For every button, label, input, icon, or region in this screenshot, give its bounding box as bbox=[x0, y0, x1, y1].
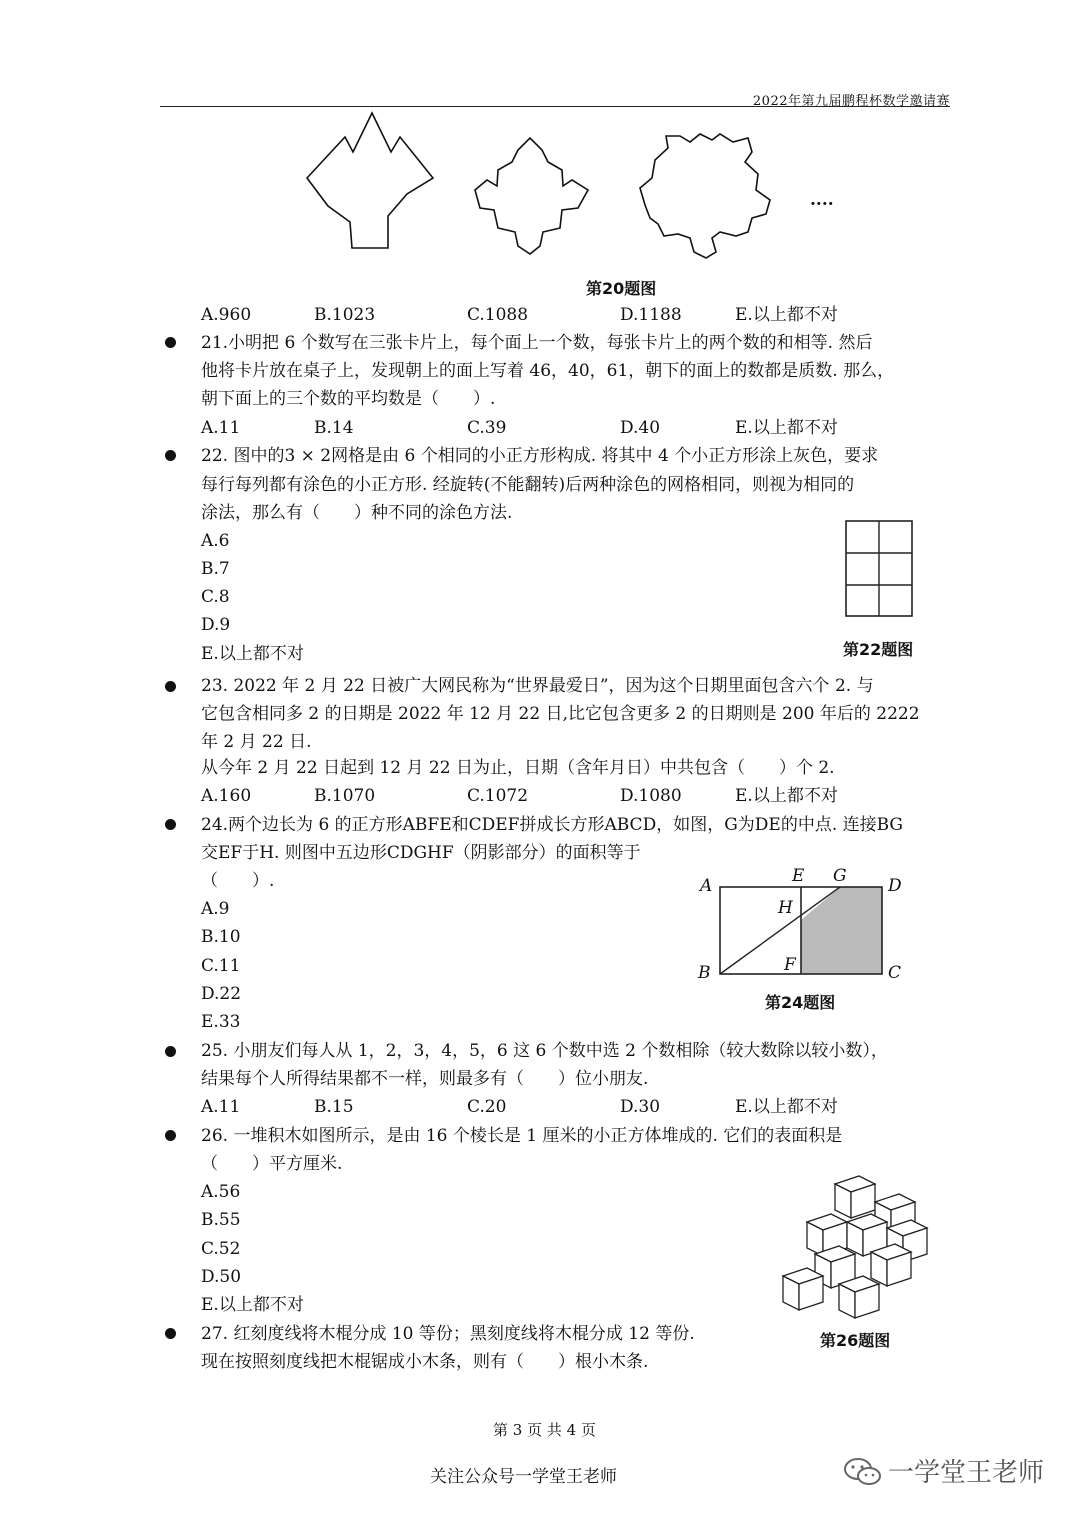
q26-cube-stack-figure bbox=[775, 1172, 955, 1332]
q21-option-c: C.39 bbox=[467, 418, 507, 438]
q20-figure-shape-1 bbox=[0, 0, 1080, 300]
q20-option-e: E.以上都不对 bbox=[735, 305, 838, 325]
q26-cube-stack bbox=[783, 1176, 927, 1318]
q20-caption: 第20题图 bbox=[586, 279, 657, 298]
q26-bullet bbox=[165, 1130, 176, 1141]
q20-ellipsis: .... bbox=[810, 190, 834, 210]
q20-shape-1 bbox=[307, 113, 433, 248]
q26-option-a: A.56 bbox=[201, 1182, 241, 1202]
q24-line-3: （ ）. bbox=[201, 871, 275, 891]
q26-line-1: 26. 一堆积木如图所示，是由 16 个棱长是 1 厘米的小正方体堆成的. 它们的表面积是 bbox=[201, 1126, 843, 1146]
q24-label-g: G bbox=[833, 866, 847, 886]
q25-option-e: E.以上都不对 bbox=[735, 1097, 838, 1117]
q23-option-c: C.1072 bbox=[467, 786, 529, 806]
q26-option-b: B.55 bbox=[201, 1210, 241, 1230]
q23-option-e: E.以上都不对 bbox=[735, 786, 838, 806]
q26-caption: 第26题图 bbox=[820, 1331, 891, 1350]
watermark-text: 一学堂王老师 bbox=[888, 1458, 1045, 1488]
q21-option-a: A.11 bbox=[201, 418, 241, 438]
q24-option-d: D.22 bbox=[201, 984, 242, 1004]
q24-label-a: A bbox=[700, 876, 713, 896]
q24-label-b: B bbox=[698, 963, 711, 983]
q24-rectangle-figure bbox=[700, 865, 920, 985]
q26-option-e: E.以上都不对 bbox=[201, 1295, 304, 1315]
q24-label-h: H bbox=[778, 898, 793, 918]
q24-option-e: E.33 bbox=[201, 1012, 241, 1032]
q22-option-e: E.以上都不对 bbox=[201, 644, 304, 664]
q24-bullet bbox=[165, 819, 176, 830]
footer-follow-text: 关注公众号一学堂王老师 bbox=[430, 1467, 617, 1487]
q24-line-2: 交EF于H. 则图中五边形CDGHF（阴影部分）的面积等于 bbox=[201, 843, 641, 863]
q25-option-c: C.20 bbox=[467, 1097, 507, 1117]
q22-option-d: D.9 bbox=[201, 615, 231, 635]
q20-option-b: B.1023 bbox=[314, 305, 376, 325]
q22-option-b: B.7 bbox=[201, 559, 230, 579]
q24-label-c: C bbox=[888, 963, 902, 983]
q25-option-b: B.15 bbox=[314, 1097, 354, 1117]
q27-line-2: 现在按照刻度线把木棍锯成小木条，则有（ ）根小木条. bbox=[201, 1352, 649, 1372]
q25-line-2: 结果每个人所得结果都不一样，则最多有（ ）位小朋友. bbox=[201, 1069, 649, 1089]
wechat-icon bbox=[843, 1455, 883, 1489]
q26-option-d: D.50 bbox=[201, 1267, 242, 1287]
q22-bullet bbox=[165, 450, 176, 461]
q23-line-1: 23. 2022 年 2 月 22 日被广大网民称为“世界最爱日”，因为这个日期里面包含六个 2. 与 bbox=[201, 676, 874, 696]
q20-option-c: C.1088 bbox=[467, 305, 529, 325]
q21-option-d: D.40 bbox=[620, 418, 661, 438]
q21-bullet bbox=[165, 337, 176, 348]
q23-option-b: B.1070 bbox=[314, 786, 376, 806]
q21-line-2: 他将卡片放在桌子上，发现朝上的面上写着 46，40，61，朝下的面上的数都是质数. 那么， bbox=[201, 361, 895, 381]
q23-line-4: 从今年 2 月 22 日起到 12 月 22 日为止，日期（含年月日）中共包含（ ）个 2. bbox=[201, 758, 835, 778]
q22-line-1: 22. 图中的3 × 2网格是由 6 个相同的小正方形构成. 将其中 4 个小正方形涂上灰色，要求 bbox=[201, 446, 879, 466]
q21-line-1: 21.小明把 6 个数写在三张卡片上，每个面上一个数，每张卡片上的两个数的和相等. 然后 bbox=[201, 333, 873, 353]
q21-line-3: 朝下面上的三个数的平均数是（ ）. bbox=[201, 389, 496, 409]
q24-label-f: F bbox=[784, 955, 796, 975]
q21-option-e: E.以上都不对 bbox=[735, 418, 838, 438]
page-number: 第 3 页 共 4 页 bbox=[493, 1421, 596, 1439]
q26-line-2: （ ）平方厘米. bbox=[201, 1154, 343, 1174]
q26-option-c: C.52 bbox=[201, 1239, 241, 1259]
q25-option-d: D.30 bbox=[620, 1097, 661, 1117]
q25-option-a: A.11 bbox=[201, 1097, 241, 1117]
q23-option-d: D.1080 bbox=[620, 786, 682, 806]
q24-label-d: D bbox=[888, 876, 902, 896]
q27-bullet bbox=[165, 1328, 176, 1339]
q22-line-2: 每行每列都有涂色的小正方形. 经旋转(不能翻转)后两种涂色的网格相同，则视为相同的 bbox=[201, 475, 855, 495]
q24-option-c: C.11 bbox=[201, 956, 241, 976]
q27-line-1: 27. 红刻度线将木棍分成 10 等份；黑刻度线将木棍分成 12 等份. bbox=[201, 1324, 695, 1344]
q20-option-d: D.1188 bbox=[620, 305, 682, 325]
q22-option-c: C.8 bbox=[201, 587, 230, 607]
q25-line-1: 25. 小朋友们每人从 1，2，3，4，5，6 这 6 个数中选 2 个数相除（较大数除以较小数）， bbox=[201, 1041, 888, 1061]
q20-option-a: A.960 bbox=[201, 305, 252, 325]
q22-option-a: A.6 bbox=[201, 531, 230, 551]
q24-label-e: E bbox=[792, 866, 805, 886]
q24-caption: 第24题图 bbox=[765, 993, 836, 1012]
q23-option-a: A.160 bbox=[201, 786, 252, 806]
q23-bullet bbox=[165, 681, 176, 692]
q20-shape-3 bbox=[640, 134, 770, 258]
q23-line-3: 年 2 月 22 日. bbox=[201, 732, 312, 752]
q23-line-2: 它包含相同多 2 的日期是 2022 年 12 月 22 日,比它包含更多 2 的日期则是 200 年后的 2222 bbox=[201, 704, 920, 724]
q24-option-b: B.10 bbox=[201, 927, 241, 947]
q22-grid-figure bbox=[845, 520, 925, 620]
q22-line-3: 涂法，那么有（ ）种不同的涂色方法. bbox=[201, 503, 513, 523]
q25-bullet bbox=[165, 1046, 176, 1057]
header-title: 2022年第九届鹏程杯数学邀请赛 bbox=[752, 94, 950, 109]
q24-option-a: A.9 bbox=[201, 899, 230, 919]
q21-option-b: B.14 bbox=[314, 418, 354, 438]
q20-shape-2 bbox=[475, 138, 588, 254]
q22-caption: 第22题图 bbox=[843, 640, 914, 659]
q24-line-1: 24.两个边长为 6 的正方形ABFE和CDEF拼成长方形ABCD，如图，G为DE的中点. 连接BG bbox=[201, 815, 904, 835]
